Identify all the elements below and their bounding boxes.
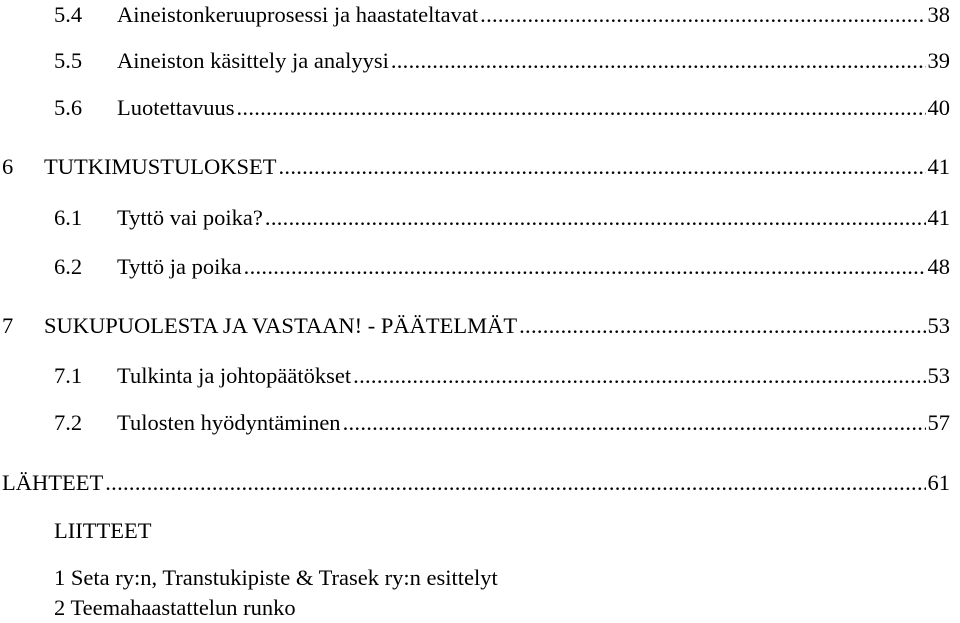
toc-page-number: 38 <box>927 2 950 27</box>
toc-line-7[interactable] <box>0 311 960 341</box>
toc-title: Luotettavuus <box>117 95 235 120</box>
toc-entry <box>117 46 950 76</box>
toc-entry <box>117 93 950 123</box>
toc-title: Tulkinta ja johtopäätökset <box>117 363 352 388</box>
toc-entry <box>2 468 950 498</box>
toc-page-number: 61 <box>927 470 950 495</box>
toc-line-5-4[interactable] <box>0 0 960 30</box>
toc-entry <box>44 152 950 182</box>
dot-leader <box>265 203 926 233</box>
toc-entry <box>117 0 950 30</box>
toc-line-5-5[interactable] <box>0 46 960 76</box>
toc-page-number: 53 <box>927 313 950 338</box>
toc-line-7-2[interactable] <box>0 408 960 438</box>
toc-entry <box>117 203 950 233</box>
toc-line-6-2[interactable] <box>0 252 960 282</box>
toc-number: 6.1 <box>54 205 83 230</box>
dot-leader <box>236 93 925 123</box>
dot-leader <box>343 408 926 438</box>
toc-page-number: 39 <box>927 48 950 73</box>
toc-line-6[interactable] <box>0 152 960 182</box>
toc-number: 5.5 <box>54 48 83 73</box>
toc-number: 5.4 <box>54 2 83 27</box>
dot-leader <box>278 152 925 182</box>
dot-leader <box>519 311 925 341</box>
toc-line-6-1[interactable] <box>0 203 960 233</box>
toc-entry <box>117 361 950 391</box>
toc-entry <box>44 311 950 341</box>
dot-leader <box>391 46 926 76</box>
toc-line-7-1[interactable] <box>0 361 960 391</box>
toc-page-number: 48 <box>927 254 950 279</box>
appendix-item: 2 Teemahaastattelun runko <box>54 595 296 620</box>
toc-line-5-6[interactable] <box>0 93 960 123</box>
toc-page-number: 57 <box>927 410 950 435</box>
toc-line-lahteet[interactable] <box>0 468 960 498</box>
toc-title: LÄHTEET <box>2 470 104 495</box>
toc-entry <box>117 252 950 282</box>
dot-leader <box>105 468 925 498</box>
toc-title: TUTKIMUSTULOKSET <box>44 154 277 179</box>
toc-title: Tyttö ja poika <box>117 254 242 279</box>
toc-page-number: 41 <box>927 205 950 230</box>
toc-page-number: 53 <box>927 363 950 388</box>
toc-number: 7 <box>2 313 14 338</box>
toc-title: Aineiston käsittely ja analyysi <box>117 48 389 73</box>
toc-title: SUKUPUOLESTA JA VASTAAN! - PÄÄTELMÄT <box>44 313 518 338</box>
toc-number: 5.6 <box>54 95 83 120</box>
toc-number: 7.1 <box>54 363 83 388</box>
toc-title: Tulosten hyödyntäminen <box>117 410 341 435</box>
appendix-item: 1 Seta ry:n, Transtukipiste & Trasek ry:n esittelyt <box>54 565 498 590</box>
toc-entry <box>117 408 950 438</box>
toc-number: 7.2 <box>54 410 83 435</box>
toc-page-number: 40 <box>927 95 950 120</box>
toc-number: 6.2 <box>54 254 83 279</box>
dot-leader <box>353 361 925 391</box>
toc-title: Tyttö vai poika? <box>117 205 263 230</box>
toc-number: 6 <box>2 154 14 179</box>
dot-leader <box>480 0 925 30</box>
appendices-heading: LIITTEET <box>54 518 152 543</box>
toc-title: Aineistonkeruuprosessi ja haastateltavat <box>117 2 479 27</box>
dot-leader <box>244 252 926 282</box>
toc-page-number: 41 <box>927 154 950 179</box>
